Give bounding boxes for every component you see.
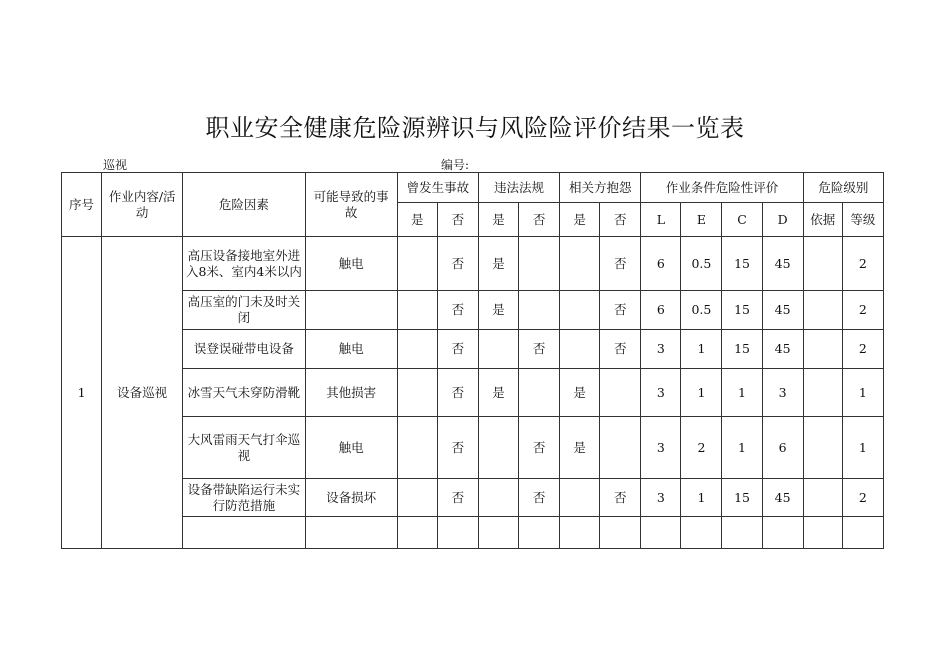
cell-vio-no <box>519 369 560 417</box>
header-violation-no: 否 <box>519 203 560 237</box>
table-row <box>62 330 884 369</box>
cell-L: 6 <box>641 291 681 330</box>
cell-occ-yes <box>397 369 437 417</box>
table-row <box>62 291 884 330</box>
activity-cell: 设备巡视 <box>102 237 183 549</box>
cell-accident: 触电 <box>305 417 397 479</box>
cell-hazard <box>183 517 305 549</box>
cell-C: 1 <box>722 369 762 417</box>
cell-E: 1 <box>681 479 722 517</box>
cell-com-yes <box>560 237 600 291</box>
cell-com-no: 否 <box>600 237 641 291</box>
cell-com-yes: 是 <box>560 369 600 417</box>
cell-basis <box>803 237 842 291</box>
cell-L: 6 <box>641 237 681 291</box>
header-occurred-yes: 是 <box>397 203 437 237</box>
cell-occ-yes <box>397 237 437 291</box>
header-grade: 等级 <box>842 203 883 237</box>
cell-occ-no: 否 <box>437 330 478 369</box>
cell-hazard: 高压设备接地室外进入8米、室内4米以内 <box>183 237 305 291</box>
cell-accident <box>305 517 397 549</box>
cell-C: 15 <box>722 330 762 369</box>
header-seq: 序号 <box>62 173 102 237</box>
header-occurred-no: 否 <box>437 203 478 237</box>
cell-occ-yes <box>397 417 437 479</box>
table-row <box>62 369 884 417</box>
cell-D <box>762 517 803 549</box>
risk-assessment-table <box>61 172 884 549</box>
cell-L: 3 <box>641 417 681 479</box>
cell-vio-yes: 是 <box>478 237 518 291</box>
cell-E: 0.5 <box>681 237 722 291</box>
cell-C: 1 <box>722 417 762 479</box>
cell-grade: 2 <box>842 330 883 369</box>
cell-grade: 2 <box>842 291 883 330</box>
cell-occ-no: 否 <box>437 237 478 291</box>
header-complaint-yes: 是 <box>560 203 600 237</box>
seq-cell: 1 <box>62 237 102 549</box>
table-row <box>62 517 884 549</box>
cell-vio-no: 否 <box>519 417 560 479</box>
cell-occ-yes <box>397 330 437 369</box>
cell-com-yes <box>560 330 600 369</box>
cell-D: 45 <box>762 479 803 517</box>
header-risk-level: 危险级别 <box>803 173 883 203</box>
cell-basis <box>803 417 842 479</box>
header-complaint-no: 否 <box>600 203 641 237</box>
table-row <box>62 237 884 291</box>
cell-vio-no <box>519 237 560 291</box>
cell-com-yes <box>560 479 600 517</box>
cell-vio-yes <box>478 517 518 549</box>
cell-grade: 2 <box>842 479 883 517</box>
cell-E: 1 <box>681 369 722 417</box>
cell-E: 0.5 <box>681 291 722 330</box>
cell-occ-no: 否 <box>437 417 478 479</box>
cell-grade: 2 <box>842 237 883 291</box>
cell-L: 3 <box>641 369 681 417</box>
cell-com-yes <box>560 291 600 330</box>
header-C: C <box>722 203 762 237</box>
cell-com-no: 否 <box>600 291 641 330</box>
cell-accident: 设备损坏 <box>305 479 397 517</box>
header-accident: 可能导致的事故 <box>305 173 397 237</box>
cell-accident: 触电 <box>305 330 397 369</box>
cell-D: 45 <box>762 330 803 369</box>
cell-accident: 触电 <box>305 237 397 291</box>
cell-occ-yes <box>397 479 437 517</box>
cell-occ-no: 否 <box>437 479 478 517</box>
cell-basis <box>803 291 842 330</box>
cell-hazard: 高压室的门未及时关闭 <box>183 291 305 330</box>
header-occurred: 曾发生事故 <box>397 173 478 203</box>
cell-E: 2 <box>681 417 722 479</box>
header-basis: 依据 <box>803 203 842 237</box>
cell-grade: 1 <box>842 417 883 479</box>
header-violation: 违法法规 <box>478 173 559 203</box>
cell-C: 15 <box>722 479 762 517</box>
cell-vio-no <box>519 291 560 330</box>
cell-grade <box>842 517 883 549</box>
cell-grade: 1 <box>842 369 883 417</box>
document-title: 职业安全健康危险源辨识与风险险评价结果一览表 <box>205 114 745 142</box>
cell-D: 6 <box>762 417 803 479</box>
cell-vio-no: 否 <box>519 479 560 517</box>
cell-C <box>722 517 762 549</box>
header-D: D <box>762 203 803 237</box>
cell-hazard: 设备带缺陷运行未实行防范措施 <box>183 479 305 517</box>
header-violation-yes: 是 <box>478 203 518 237</box>
cell-E: 1 <box>681 330 722 369</box>
cell-com-no <box>600 369 641 417</box>
cell-vio-yes <box>478 479 518 517</box>
cell-hazard: 冰雪天气未穿防滑靴 <box>183 369 305 417</box>
table-row <box>62 479 884 517</box>
cell-basis <box>803 517 842 549</box>
cell-vio-yes: 是 <box>478 369 518 417</box>
cell-hazard: 大风雷雨天气打伞巡视 <box>183 417 305 479</box>
cell-occ-no: 否 <box>437 369 478 417</box>
cell-com-no: 否 <box>600 330 641 369</box>
cell-L: 3 <box>641 330 681 369</box>
cell-com-yes: 是 <box>560 417 600 479</box>
cell-D: 3 <box>762 369 803 417</box>
header-E: E <box>681 203 722 237</box>
header-row-top <box>62 173 884 203</box>
cell-vio-yes <box>478 330 518 369</box>
number-label: 编号: <box>441 158 470 172</box>
cell-vio-yes: 是 <box>478 291 518 330</box>
cell-occ-no: 否 <box>437 291 478 330</box>
cell-C: 15 <box>722 237 762 291</box>
cell-vio-yes <box>478 417 518 479</box>
header-hazard: 危险因素 <box>183 173 305 237</box>
cell-vio-no <box>519 517 560 549</box>
cell-occ-yes <box>397 517 437 549</box>
cell-C: 15 <box>722 291 762 330</box>
cell-occ-yes <box>397 291 437 330</box>
cell-E <box>681 517 722 549</box>
cell-accident <box>305 291 397 330</box>
cell-occ-no <box>437 517 478 549</box>
cell-hazard: 误登误碰带电设备 <box>183 330 305 369</box>
header-L: L <box>641 203 681 237</box>
cell-L <box>641 517 681 549</box>
cell-D: 45 <box>762 237 803 291</box>
header-complaint: 相关方抱怨 <box>560 173 641 203</box>
cell-basis <box>803 369 842 417</box>
cell-vio-no: 否 <box>519 330 560 369</box>
cell-accident: 其他损害 <box>305 369 397 417</box>
header-evaluation: 作业条件危险性评价 <box>641 173 803 203</box>
header-activity: 作业内容/活动 <box>102 173 183 237</box>
cell-com-no <box>600 517 641 549</box>
cell-basis <box>803 330 842 369</box>
cell-com-no: 否 <box>600 479 641 517</box>
table-row <box>62 417 884 479</box>
cell-basis <box>803 479 842 517</box>
cell-com-no <box>600 417 641 479</box>
cell-com-yes <box>560 517 600 549</box>
cell-D: 45 <box>762 291 803 330</box>
cell-L: 3 <box>641 479 681 517</box>
inspection-label: 巡视 <box>103 158 128 172</box>
